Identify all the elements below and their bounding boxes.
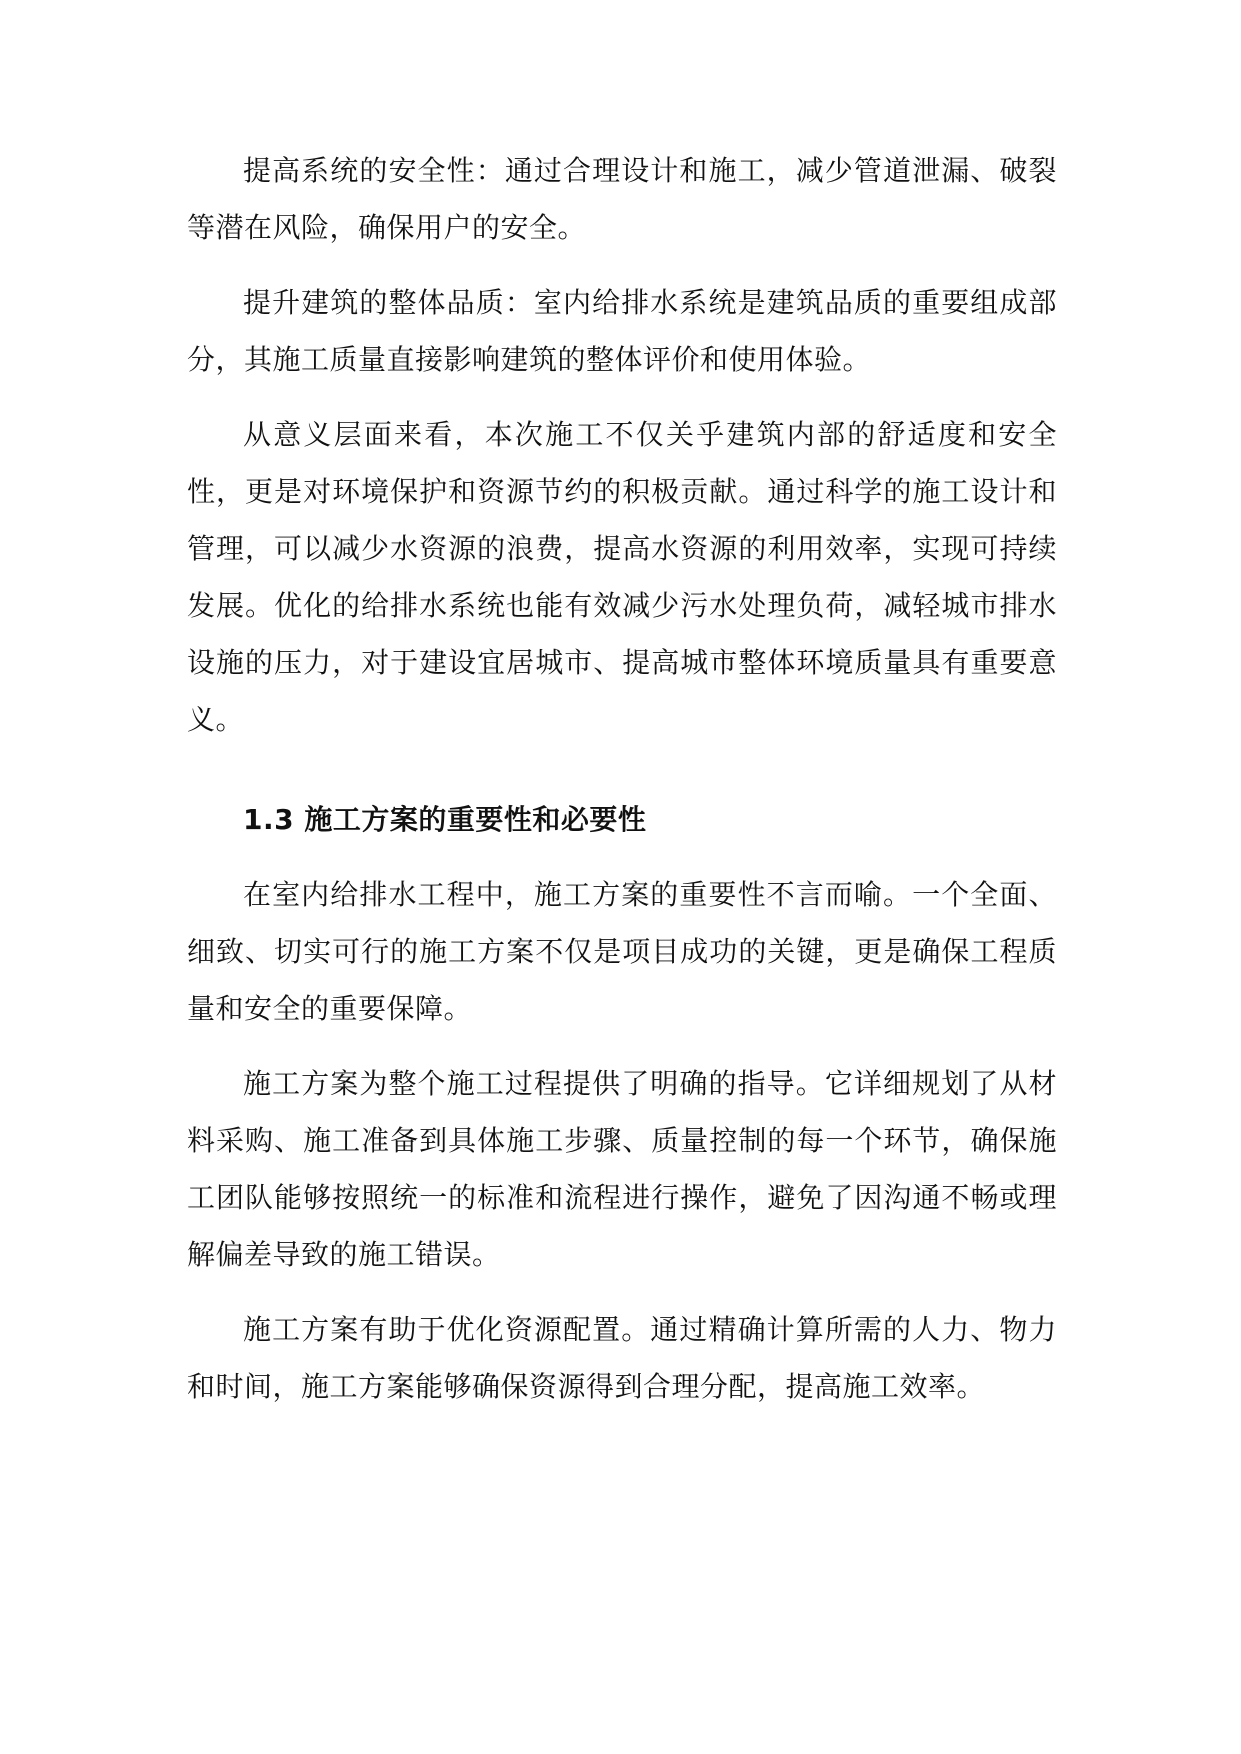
paragraph-importance: 在室内给排水工程中，施工方案的重要性不言而喻。一个全面、细致、切实可行的施工方案不仅是项目成功的关键，更是确保工程质量和安全的重要保障。 bbox=[187, 878, 1057, 1025]
paragraph-quality: 提升建筑的整体品质：室内给排水系统是建筑品质的重要组成部分，其施工质量直接影响建筑的整体评价和使用体验。 bbox=[187, 286, 1057, 376]
paragraph-guidance: 施工方案为整个施工过程提供了明确的指导。它详细规划了从材料采购、施工准备到具体施工步骤、质量控制的每一个环节，确保施工团队能够按照统一的标准和流程进行操作，避免了因沟通不畅或理解偏差导致的施工错误。 bbox=[187, 1067, 1057, 1271]
paragraph-resources: 施工方案有助于优化资源配置。通过精确计算所需的人力、物力和时间，施工方案能够确保资源得到合理分配，提高施工效率。 bbox=[187, 1313, 1057, 1403]
document-body bbox=[187, 142, 1057, 1433]
section-heading: 1.3 施工方案的重要性和必要性 bbox=[243, 803, 647, 836]
paragraph-safety: 提高系统的安全性：通过合理设计和施工，减少管道泄漏、破裂等潜在风险，确保用户的安全。 bbox=[187, 154, 1057, 244]
paragraph-significance: 从意义层面来看，本次施工不仅关乎建筑内部的舒适度和安全性，更是对环境保护和资源节约的积极贡献。通过科学的施工设计和管理，可以减少水资源的浪费，提高水资源的利用效率，实现可持续发展。优化的给排水系统也能有效减少污水处理负荷，减轻城市排水设施的压力，对于建设宜居城市、提高城市整体环境质量具有重要意义。 bbox=[187, 418, 1057, 736]
